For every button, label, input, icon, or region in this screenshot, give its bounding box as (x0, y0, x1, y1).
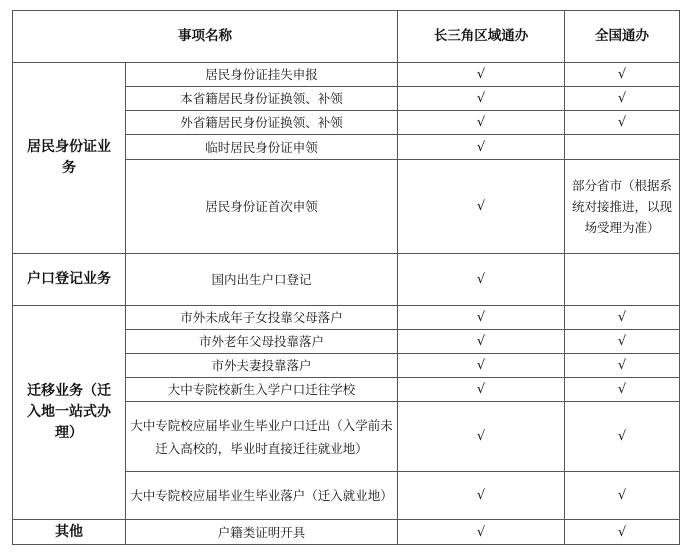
item-name: 户籍类证明开具 (126, 520, 398, 545)
table-row (13, 254, 680, 306)
table-row (13, 63, 680, 87)
yrd-mark: √ (398, 378, 565, 402)
item-name: 居民身份证挂失申报 (126, 63, 398, 87)
yrd-mark: √ (398, 472, 565, 520)
yrd-mark: √ (398, 354, 565, 378)
header-item-name: 事项名称 (13, 11, 398, 63)
yrd-mark: √ (398, 254, 565, 306)
item-name: 大中专院校新生入学户口迁往学校 (126, 378, 398, 402)
header-yrd: 长三角区域通办 (398, 11, 565, 63)
yrd-mark: √ (398, 160, 565, 254)
yrd-mark: √ (398, 402, 565, 472)
category-migration: 迁移业务（迁入地一站式办理） (13, 306, 126, 520)
national-mark: √ (565, 472, 680, 520)
item-name: 市外老年父母投靠落户 (126, 330, 398, 354)
category-other: 其他 (13, 520, 126, 545)
yrd-mark: √ (398, 87, 565, 111)
service-table (12, 10, 680, 545)
table-row (13, 306, 680, 330)
yrd-mark: √ (398, 520, 565, 545)
yrd-mark: √ (398, 111, 565, 135)
national-mark: √ (565, 330, 680, 354)
national-mark: √ (565, 111, 680, 135)
national-mark: √ (565, 354, 680, 378)
item-name: 大中专院校应届毕业生毕业落户（迁入就业地） (126, 472, 398, 520)
item-name: 大中专院校应届毕业生毕业户口迁出（入学前未迁入高校的，毕业时直接迁往就业地） (126, 402, 398, 472)
item-name: 市外夫妻投靠落户 (126, 354, 398, 378)
item-name: 临时居民身份证申领 (126, 135, 398, 160)
yrd-mark: √ (398, 330, 565, 354)
category-id-card: 居民身份证业务 (13, 63, 126, 254)
item-name: 市外未成年子女投靠父母落户 (126, 306, 398, 330)
header-row (13, 11, 680, 63)
national-mark: √ (565, 306, 680, 330)
national-mark: √ (565, 402, 680, 472)
item-name: 国内出生户口登记 (126, 254, 398, 306)
yrd-mark: √ (398, 63, 565, 87)
national-mark: √ (565, 63, 680, 87)
item-name: 居民身份证首次申领 (126, 160, 398, 254)
yrd-mark: √ (398, 306, 565, 330)
item-name: 本省籍居民身份证换领、补领 (126, 87, 398, 111)
table-row (13, 520, 680, 545)
national-note: 部分省市（根据系统对接推进，以现场受理为准） (565, 160, 680, 254)
header-national: 全国通办 (565, 11, 680, 63)
national-mark (565, 254, 680, 306)
national-mark: √ (565, 378, 680, 402)
national-mark: √ (565, 520, 680, 545)
item-name: 外省籍居民身份证换领、补领 (126, 111, 398, 135)
national-mark: √ (565, 87, 680, 111)
yrd-mark: √ (398, 135, 565, 160)
national-mark (565, 135, 680, 160)
category-household: 户口登记业务 (13, 254, 126, 306)
